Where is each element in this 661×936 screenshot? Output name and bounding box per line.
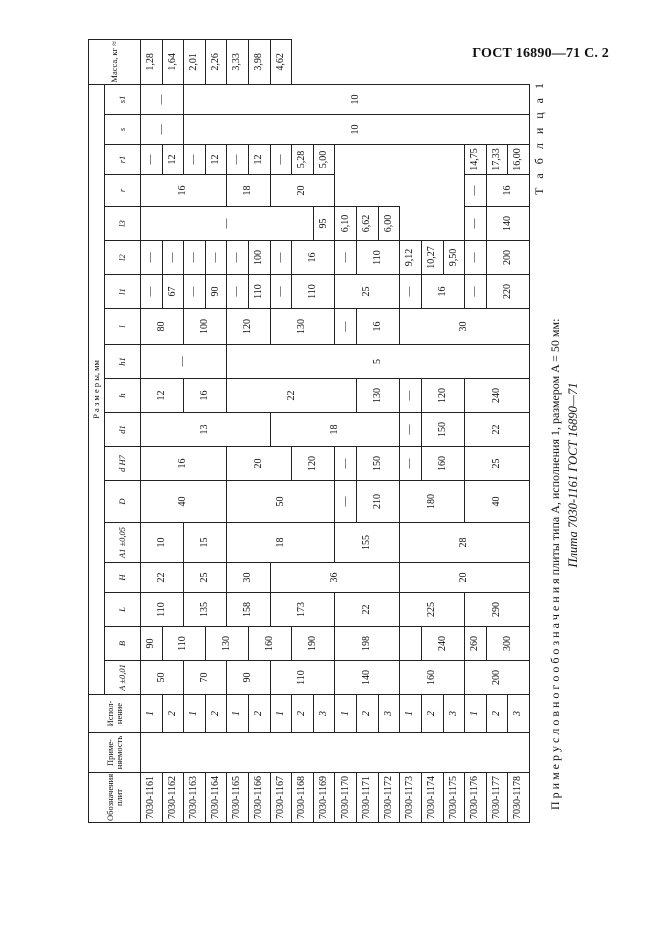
execution-cell: 1 xyxy=(400,695,422,733)
mass-cell: 6,62 xyxy=(357,207,379,241)
B-cell: 300 xyxy=(486,627,529,661)
designation-cell: 7030-1177 xyxy=(486,773,508,823)
applicability-cell xyxy=(141,733,530,773)
mass-cell: 3,98 xyxy=(249,39,271,84)
d-cell: 20 xyxy=(227,447,292,481)
execution-cell: 3 xyxy=(443,695,465,733)
execution-cell: 2 xyxy=(205,695,227,733)
l2-cell: 130 xyxy=(357,379,400,413)
mass-cell: 14,75 xyxy=(465,145,487,175)
designation-cell: 7030-1175 xyxy=(443,773,465,823)
execution-cell: 2 xyxy=(162,695,184,733)
header-d1: d1 xyxy=(105,413,141,447)
r1-cell: — xyxy=(184,145,206,175)
s-cell: 10 xyxy=(184,115,530,145)
designation-cell: 7030-1174 xyxy=(421,773,443,823)
mass-cell: 2,26 xyxy=(205,39,227,84)
r1-cell: 16 xyxy=(292,241,335,275)
header-r1: r1 xyxy=(105,145,141,175)
l-cell: 120 xyxy=(227,309,270,345)
s1-cell: 10 xyxy=(184,84,530,114)
A1-cell: 20 xyxy=(400,563,530,593)
s-cell: — xyxy=(141,115,184,145)
header-h1: h1 xyxy=(105,345,141,379)
A-cell: 110 xyxy=(270,661,335,695)
h-cell: 12 xyxy=(141,379,184,413)
designation-cell: 7030-1172 xyxy=(378,773,400,823)
l2-cell: — xyxy=(465,241,487,275)
A-cell: 50 xyxy=(141,661,184,695)
l1-cell: 150 xyxy=(357,447,400,481)
mass-cell: 9,50 xyxy=(443,241,465,275)
L-cell: 225 xyxy=(400,593,465,627)
designation-cell: 7030-1171 xyxy=(357,773,379,823)
header-l3: l3 xyxy=(105,207,141,241)
execution-cell: 3 xyxy=(508,695,530,733)
l-cell: 100 xyxy=(184,309,227,345)
r-cell: 20 xyxy=(270,175,335,207)
mass-cell: 17,33 xyxy=(486,145,508,175)
L-cell: 198 xyxy=(335,627,400,661)
H-cell: 40 xyxy=(465,481,530,523)
A-cell: 90 xyxy=(227,661,270,695)
designation-cell: 7030-1169 xyxy=(313,773,335,823)
A1-cell: 10 xyxy=(141,523,184,563)
l2-cell: 200 xyxy=(486,241,529,275)
B-cell: 190 xyxy=(292,627,335,661)
table-caption: Т а б л и ц а 1 xyxy=(532,80,546,195)
designation-cell: 7030-1161 xyxy=(141,773,163,823)
execution-cell: 1 xyxy=(227,695,249,733)
l2-cell: 150 xyxy=(421,413,464,447)
r1-cell: 16 xyxy=(486,175,529,207)
l1-cell: 120 xyxy=(292,447,335,481)
l1-cell: — xyxy=(270,275,292,309)
execution-cell: 1 xyxy=(141,695,163,733)
mass-cell: 3,33 xyxy=(227,39,249,84)
A-cell: 160 xyxy=(400,661,465,695)
designation-cell: 7030-1173 xyxy=(400,773,422,823)
L-cell: 173 xyxy=(270,593,335,627)
A-cell: 70 xyxy=(184,661,227,695)
execution-cell: 3 xyxy=(313,695,335,733)
mass-cell: 1,64 xyxy=(162,39,184,84)
l1-cell: — xyxy=(141,275,163,309)
d-cell: 22 xyxy=(335,593,400,627)
A1-cell: 15 xyxy=(184,523,227,563)
r1-cell: 16 xyxy=(357,309,400,345)
mass-cell: 5,28 xyxy=(292,145,314,175)
header-r: r xyxy=(105,175,141,207)
l3-cell: — xyxy=(335,309,357,345)
execution-cell: 2 xyxy=(486,695,508,733)
header-H: H xyxy=(105,563,141,593)
r1-cell: — xyxy=(400,275,422,309)
mass-cell: 5,00 xyxy=(313,145,335,175)
rotated-table xyxy=(88,41,530,823)
B-cell: 260 xyxy=(465,627,487,661)
designation-cell: 7030-1162 xyxy=(162,773,184,823)
designation-cell: 7030-1170 xyxy=(335,773,357,823)
l2-cell: — xyxy=(205,241,227,275)
A-cell: 140 xyxy=(335,661,400,695)
header-applicability: Приме-няемость xyxy=(89,733,141,773)
dimensions-table xyxy=(88,39,530,823)
B-cell: 210 xyxy=(357,481,400,523)
l2-cell: 110 xyxy=(292,275,335,309)
header-s1: s1 xyxy=(105,84,141,114)
l3-cell: 110 xyxy=(357,241,400,275)
l1-cell: — xyxy=(465,275,487,309)
s1-cell: — xyxy=(141,84,184,114)
designation-cell: 7030-1164 xyxy=(205,773,227,823)
A1-cell: 18 xyxy=(227,523,335,563)
mass-cell: 10,27 xyxy=(421,241,443,275)
r1-cell: — xyxy=(465,175,487,207)
header-sizes-group: Р а з м е р ы, мм xyxy=(89,84,105,694)
l2-cell: — xyxy=(184,241,206,275)
r1-cell: — xyxy=(335,241,357,275)
example-text: П р и м е р у с л о в н о г о о б о з н а ч е н и я плиты типа А, исполнения 1, размером A = 50 мм: xyxy=(548,318,562,810)
B-cell: 130 xyxy=(205,627,248,661)
B-cell: 160 xyxy=(249,627,292,661)
L-cell: 290 xyxy=(465,593,530,627)
h-cell: 16 xyxy=(184,379,227,413)
header-A: A ±0,01 xyxy=(105,661,141,695)
l2-cell: — xyxy=(400,413,422,447)
l-cell: 180 xyxy=(400,481,465,523)
l-cell: 130 xyxy=(270,309,335,345)
header-D: D xyxy=(105,481,141,523)
l1-cell: 67 xyxy=(162,275,184,309)
header-l1: l1 xyxy=(105,275,141,309)
designation-cell: 7030-1166 xyxy=(249,773,271,823)
B-cell: 110 xyxy=(162,627,205,661)
l-cell: 80 xyxy=(141,309,184,345)
l-cell: 240 xyxy=(465,379,530,413)
execution-cell: 2 xyxy=(421,695,443,733)
rotated-table-container xyxy=(88,41,530,823)
l1-cell: 110 xyxy=(249,275,271,309)
r-cell: 18 xyxy=(227,175,270,207)
l1-cell: — xyxy=(400,447,422,481)
r1-cell: 12 xyxy=(205,145,227,175)
header-h: h xyxy=(105,379,141,413)
l3-cell: — xyxy=(465,207,487,241)
example-designation: Плита 7030-1161 ГОСТ 16890—71 xyxy=(566,382,580,568)
d-cell: 16 xyxy=(141,447,227,481)
L-cell: 158 xyxy=(227,593,270,627)
h-cell: 22 xyxy=(227,379,357,413)
A-cell: 200 xyxy=(465,661,530,695)
mass-cell: 1,28 xyxy=(141,39,163,84)
header-s: s xyxy=(105,115,141,145)
r1-cell: 16 xyxy=(421,275,464,309)
H-cell: 36 xyxy=(270,563,400,593)
execution-cell: 1 xyxy=(335,695,357,733)
l1-cell: 160 xyxy=(421,447,464,481)
execution-cell: 1 xyxy=(184,695,206,733)
r-cell: 16 xyxy=(141,175,227,207)
mass-cell: 6,10 xyxy=(335,207,357,241)
h1-cell: — xyxy=(141,345,227,379)
d1-cell: 13 xyxy=(141,413,271,447)
designation-cell: 7030-1176 xyxy=(465,773,487,823)
d1-cell: 22 xyxy=(465,413,530,447)
D-cell: 50 xyxy=(227,481,335,523)
d-cell: 25 xyxy=(465,447,530,481)
l-cell: 155 xyxy=(335,523,400,563)
execution-cell: 1 xyxy=(465,695,487,733)
mass-cell: 9,12 xyxy=(400,241,422,275)
l2-cell: 100 xyxy=(249,241,271,275)
r1-cell: 12 xyxy=(249,145,271,175)
H-cell: 25 xyxy=(184,563,227,593)
l1-cell: — xyxy=(335,481,357,523)
l1-cell: 90 xyxy=(205,275,227,309)
execution-cell: 2 xyxy=(292,695,314,733)
D-cell: 40 xyxy=(141,481,227,523)
l3-cell: 95 xyxy=(313,207,335,241)
r1-cell: — xyxy=(141,145,163,175)
document-header: ГОСТ 16890—71 С. 2 xyxy=(472,46,609,61)
l2-cell: — xyxy=(335,447,357,481)
L-cell: 110 xyxy=(141,593,184,627)
l3-cell: — xyxy=(400,379,422,413)
execution-cell: 1 xyxy=(270,695,292,733)
designation-cell: 7030-1178 xyxy=(508,773,530,823)
l3-cell: 140 xyxy=(486,207,529,241)
B-cell: 90 xyxy=(141,627,163,661)
header-B: B xyxy=(105,627,141,661)
r1-cell: 12 xyxy=(162,145,184,175)
mass-cell: 6,00 xyxy=(378,207,400,241)
header-mass: Масса, кг ≈ xyxy=(89,39,141,84)
designation-cell: 7030-1165 xyxy=(227,773,249,823)
designation-cell: 7030-1168 xyxy=(292,773,314,823)
l2-cell: — xyxy=(162,241,184,275)
l2-cell: — xyxy=(141,241,163,275)
L-cell: 135 xyxy=(184,593,227,627)
header-l2: l2 xyxy=(105,241,141,275)
l1-cell: 220 xyxy=(486,275,529,309)
header-A1: A1 ±0,05 xyxy=(105,523,141,563)
r-cell: 25 xyxy=(335,275,400,309)
header-d: d H7 xyxy=(105,447,141,481)
B-cell xyxy=(400,627,422,661)
h-cell: 28 xyxy=(400,523,530,563)
r1-cell: — xyxy=(227,145,249,175)
d1-cell: 18 xyxy=(270,413,400,447)
header-l: l xyxy=(105,309,141,345)
execution-cell: 2 xyxy=(357,695,379,733)
designation-cell: 7030-1167 xyxy=(270,773,292,823)
l1-cell: — xyxy=(227,275,249,309)
designation-cell: 7030-1163 xyxy=(184,773,206,823)
l1-cell: — xyxy=(184,275,206,309)
l3-cell: — xyxy=(141,207,314,241)
B-cell: 240 xyxy=(421,627,464,661)
mass-cell: 2,01 xyxy=(184,39,206,84)
header-L: L xyxy=(105,593,141,627)
execution-cell: 3 xyxy=(378,695,400,733)
r-cell: 30 xyxy=(400,309,530,345)
h1-cell: 5 xyxy=(227,345,530,379)
H-cell: 22 xyxy=(141,563,184,593)
l3-cell: 120 xyxy=(421,379,464,413)
header-execution: Испол-нение xyxy=(89,695,141,733)
r1-cell: — xyxy=(270,145,292,175)
l2-cell: — xyxy=(227,241,249,275)
mass-cell: 4,62 xyxy=(270,39,292,84)
execution-cell: 2 xyxy=(249,695,271,733)
l2-cell: — xyxy=(270,241,292,275)
H-cell: 30 xyxy=(227,563,270,593)
mass-cell: 16,00 xyxy=(508,145,530,175)
header-designation: Обозначения плит xyxy=(89,773,141,823)
